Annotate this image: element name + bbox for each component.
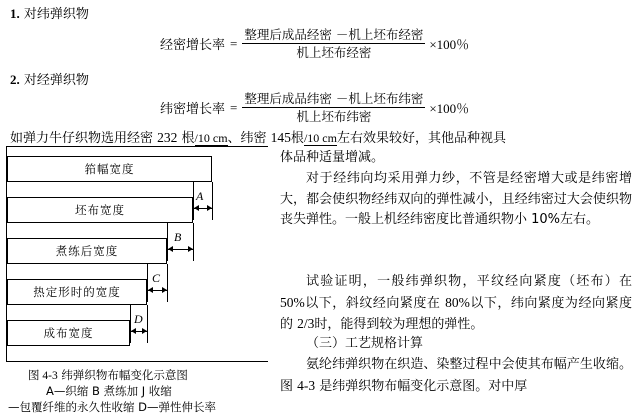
figure-bar-2-label: 坯布宽度 xyxy=(75,203,125,217)
formula-1-numerator: 整理后成品经密 －机上坯布经密 xyxy=(244,27,424,42)
figure-tick-5 xyxy=(167,264,168,302)
para5-text-b: 是纬弹织物布幅变化示意图。对中厚 xyxy=(315,378,528,394)
para3-value-twothirds: 2/3 xyxy=(297,316,315,331)
formula-1-tail: ×100％ xyxy=(429,37,470,52)
paragraph-right-column-4 xyxy=(280,355,632,397)
figure-tick-2 xyxy=(193,182,194,220)
paragraph-right-column-1 xyxy=(280,148,630,169)
para3-value-50: 50% xyxy=(280,294,305,310)
para5-text-a: 氨纶纬弹织物在织造、染整过程中会使其布幅产生收缩。图 xyxy=(280,357,632,394)
para4-text: （三）工艺规格计算 xyxy=(306,336,424,351)
formula-1-fraction xyxy=(242,27,425,60)
figure-dim-arrow-a-left xyxy=(194,205,199,211)
para3-value-80: 80% xyxy=(445,294,470,310)
figure-dim-arrow-d-right xyxy=(142,328,147,334)
figure-bar-2 xyxy=(7,197,193,223)
paragraph-right-column-2 xyxy=(280,169,632,231)
formula-2-equals: = xyxy=(230,99,238,115)
formula-2-tail: ×100％ xyxy=(429,101,470,116)
figure-dim-label-d: D xyxy=(134,312,143,326)
para1-value-weft: 145 xyxy=(270,130,291,145)
figure-bar-1 xyxy=(7,156,212,182)
para1-text-d: 根 xyxy=(290,131,304,146)
figure-dim-arrow-b-left xyxy=(168,246,173,252)
para1-value-warp: 232 xyxy=(157,130,178,145)
section-heading-2 xyxy=(10,72,89,89)
figure-tick-7 xyxy=(147,305,148,343)
figure-caption-number: 图 4-3 xyxy=(28,370,58,382)
para3-text-b: 以下，斜纹经向紧度在 xyxy=(304,295,446,311)
figure-caption-line-2: A—织缩 B 煮练加 J 收缩 xyxy=(46,384,172,398)
paragraph-subsection-heading xyxy=(280,334,632,355)
para1-unit-2: /10 cm xyxy=(303,131,337,145)
formula-2-fraction xyxy=(242,91,425,124)
figure-width-change-diagram xyxy=(6,146,268,414)
figure-bar-1-label: 筘幅宽度 xyxy=(84,162,135,176)
section-title-2: 对经弹织物 xyxy=(23,73,89,88)
figure-caption-title: 纬弹织物布幅变化示意图 xyxy=(61,368,188,382)
figure-bar-3 xyxy=(7,238,167,264)
figure-bar-4 xyxy=(7,279,147,305)
section-number-2: 2. xyxy=(10,72,20,87)
figure-top-rule xyxy=(6,146,268,147)
figure-caption-line-1 xyxy=(28,368,188,384)
figure-tick-1 xyxy=(212,182,213,220)
figure-tick-8 xyxy=(130,305,131,343)
figure-dim-label-b: B xyxy=(174,230,182,244)
formula-1-equals: = xyxy=(230,35,238,51)
para3-text-c: 以下，纬向紧度为经向紧度的 xyxy=(280,295,632,332)
figure-tick-4 xyxy=(167,223,168,261)
para1-text-f: 体品种适量增减。 xyxy=(280,150,385,165)
figure-bar-4-label: 热定形时的宽度 xyxy=(33,285,121,299)
formula-weft-density xyxy=(160,91,469,124)
figure-bar-5-label: 成布宽度 xyxy=(43,326,94,340)
figure-dim-arrow-c-right xyxy=(162,287,167,293)
para1-text-c: 、纬密 xyxy=(227,131,271,146)
figure-caption-line-3: —包覆纤维的永久性收缩 D—弹性伸长率 xyxy=(8,400,217,414)
figure-dim-arrow-b-right xyxy=(188,246,193,252)
section-title-1: 对纬弹织物 xyxy=(23,7,89,22)
section-heading-1 xyxy=(10,6,89,23)
para3-text-a: 试验证明，一般纬弹织物，平纹经向紧度（坯布）在 xyxy=(306,274,632,289)
figure-bottom-rule xyxy=(6,361,268,362)
figure-dim-arrow-d-left xyxy=(131,328,136,334)
para2-text: 对于经纬向均采用弹力纱，不管是经密增大或是纬密增大，都会使织物经纬双向的弹性减小，且经纬密过大会使织物丧失弹性。一般上机经纬密度比普通织物小 10%左右。 xyxy=(280,171,632,227)
figure-dim-arrow-c-left xyxy=(148,287,153,293)
para1-unit-1: /10 cm xyxy=(194,131,228,145)
figure-bar-3-label: 煮练后宽度 xyxy=(55,244,119,258)
formula-1-lhs: 经密增长率 xyxy=(160,38,226,53)
para1-text-b: 根 xyxy=(177,131,195,146)
para1-text-a: 如弹力牛仔织物选用经密 xyxy=(10,131,158,146)
para5-figure-ref: 4-3 xyxy=(297,377,316,393)
formula-2-lhs: 纬密增长率 xyxy=(160,102,226,117)
formula-warp-density xyxy=(160,27,469,60)
figure-tick-3 xyxy=(193,223,194,261)
para1-text-e: 左右效果较好，其他品种视具 xyxy=(336,131,506,146)
paragraph-right-column-3 xyxy=(280,272,632,336)
figure-dim-arrow-a-right xyxy=(207,205,212,211)
figure-dim-label-c: C xyxy=(152,271,161,285)
formula-2-numerator: 整理后成品纬密 －机上坯布纬密 xyxy=(244,91,424,106)
figure-bar-5 xyxy=(7,320,130,346)
formula-1-denominator: 机上坯布经密 xyxy=(296,45,372,60)
section-number-1: 1. xyxy=(10,6,20,21)
figure-dim-label-a: A xyxy=(196,189,204,203)
para3-text-d: 时，能得到较为理想的弹性。 xyxy=(314,317,484,332)
figure-tick-6 xyxy=(147,264,148,302)
formula-2-denominator: 机上坯布纬密 xyxy=(296,109,372,124)
